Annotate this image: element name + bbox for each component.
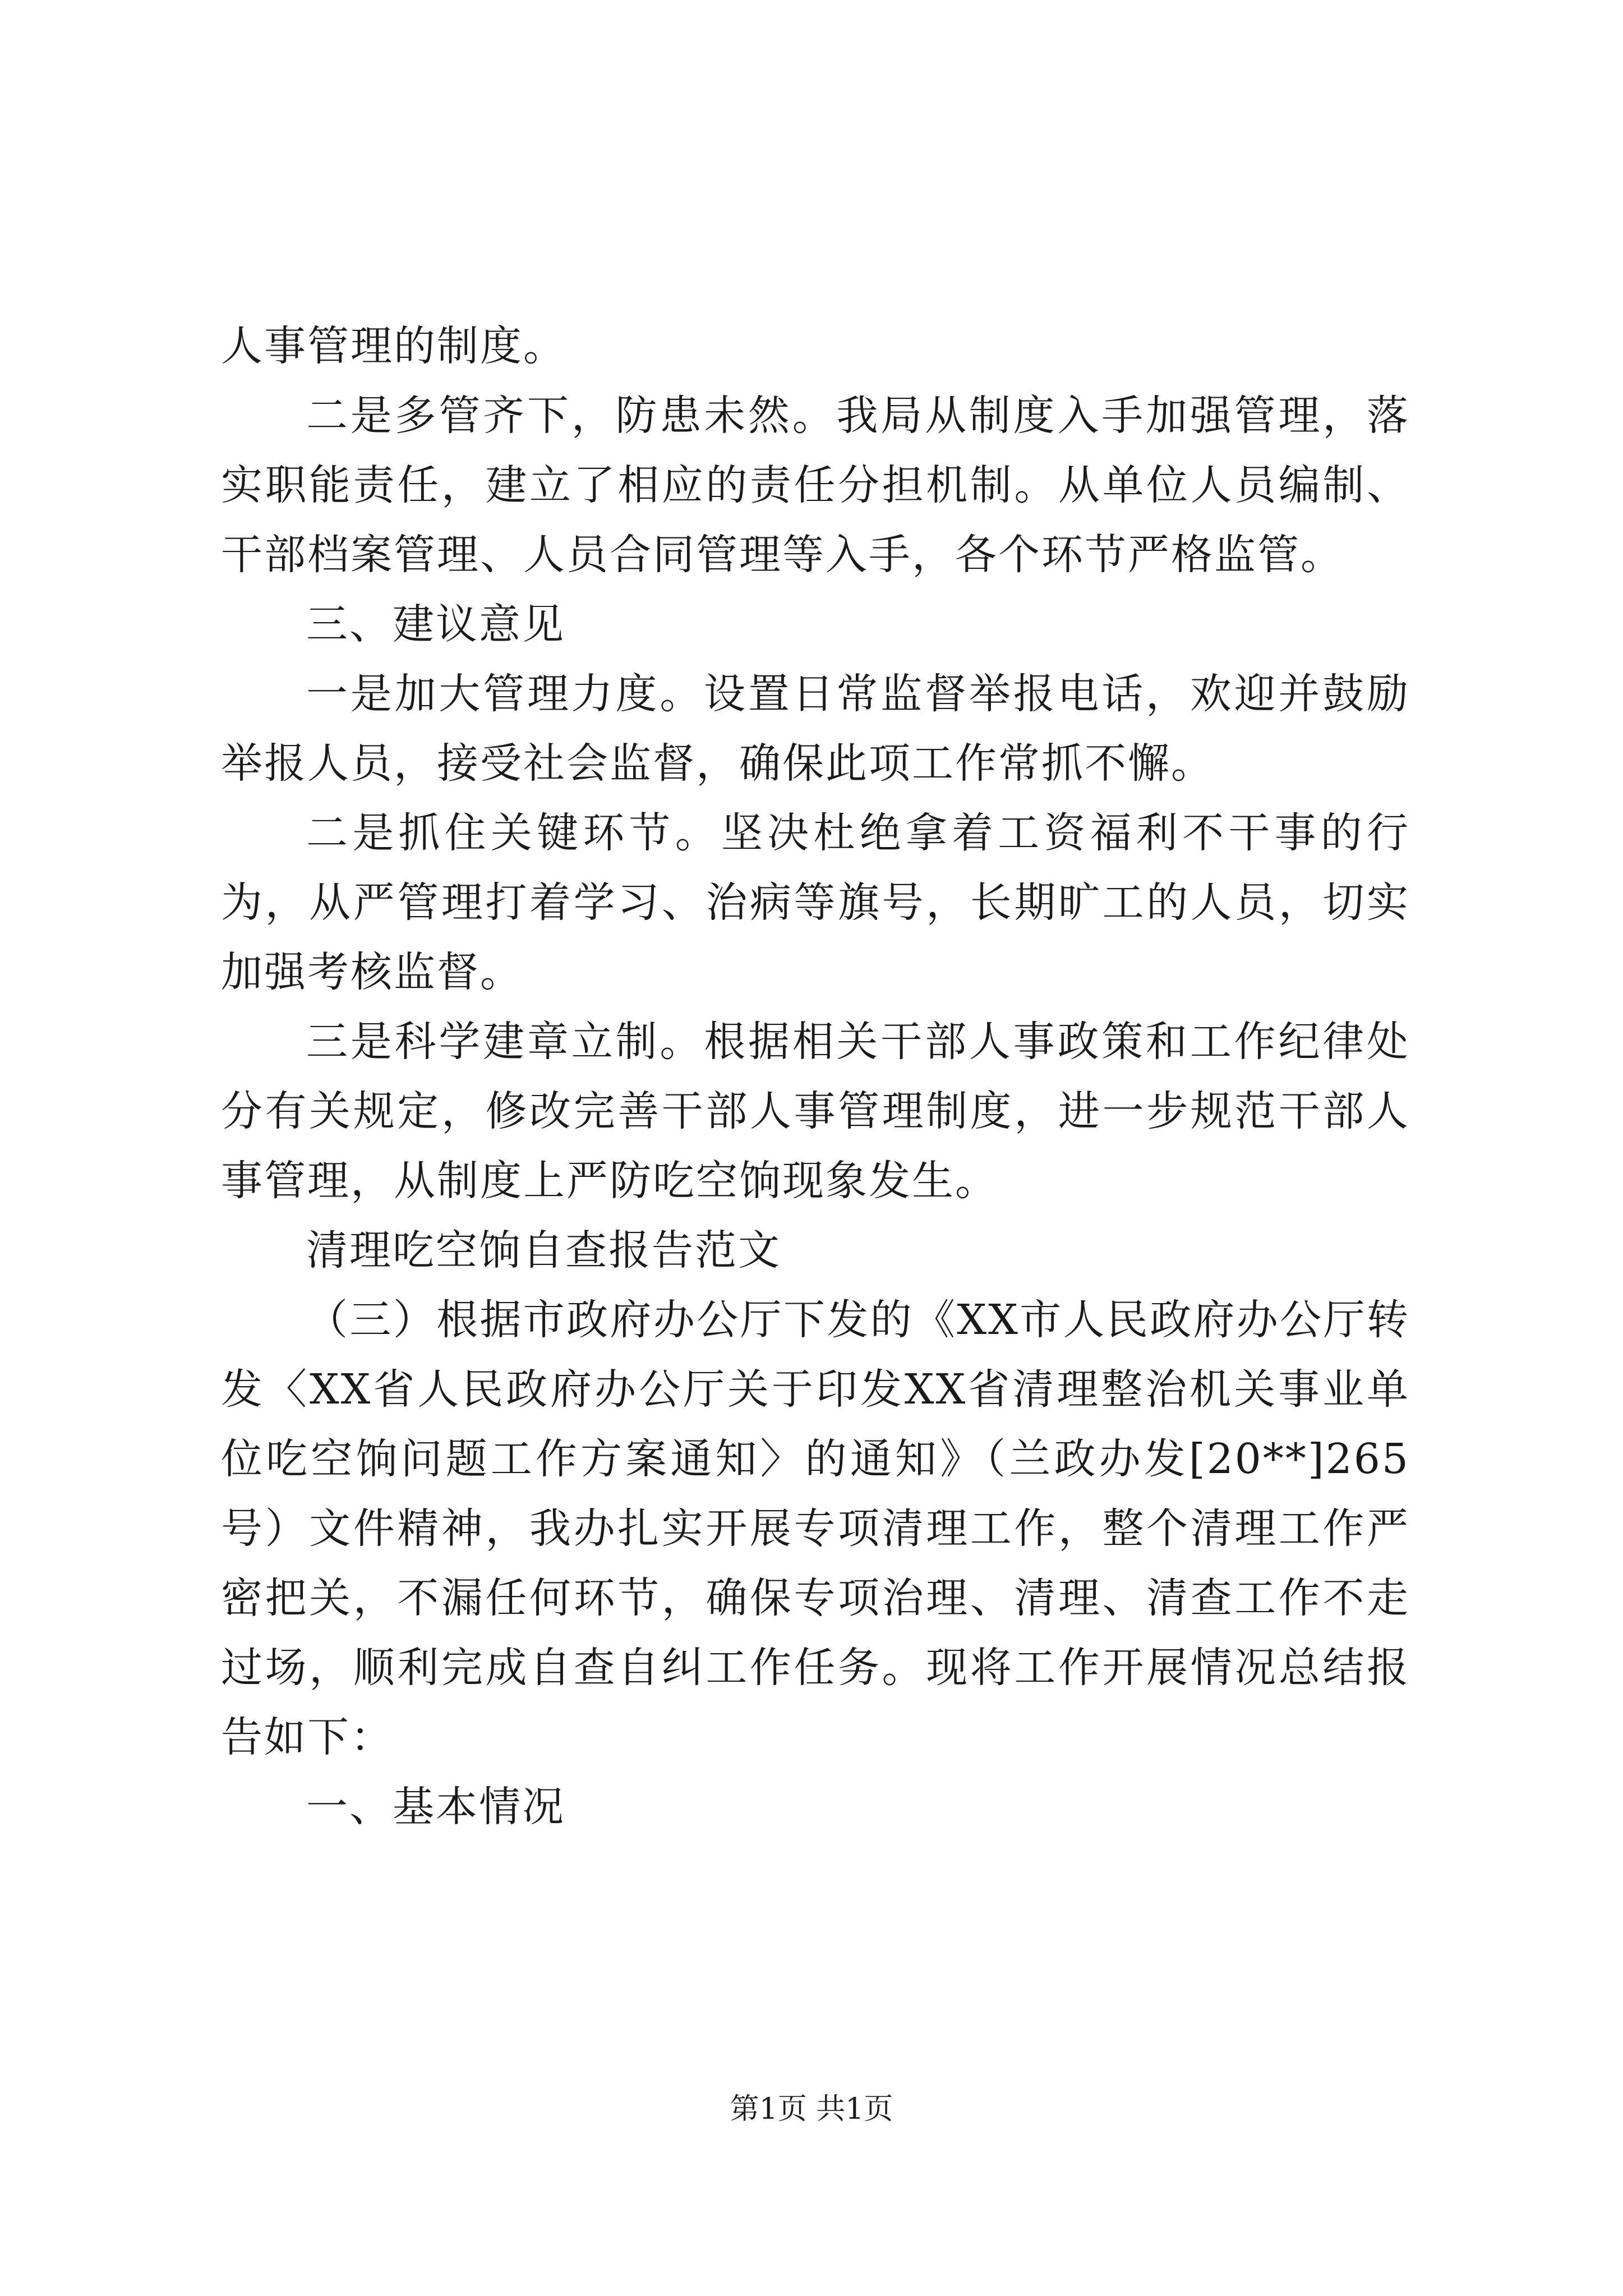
paragraph-1: 人事管理的制度。 [221, 322, 566, 370]
section-heading-basic: 一、基本情况 [306, 1783, 565, 1831]
document-body [221, 311, 1410, 1842]
section-heading-suggestions: 三、建议意见 [306, 600, 565, 648]
paragraph-2: 二是多管齐下，防患未然。我局从制度入手加强管理，落实职能责任，建立了相应的责任分担机制。从单位人员编制、干部档案管理、人员合同管理等入手，各个环节严格监管。 [221, 392, 1410, 579]
paragraph-8: （三）根据市政府办公厅下发的《XX市人民政府办公厅转发〈XX省人民政府办公厅关于印发XX省清理整治机关事业单位吃空饷问题工作方案通知〉的通知》（兰政办发[20**]265号）文件精神，我办扎实开展专项清理工作，整个清理工作严密把关，不漏任何环节，确保专项治理、清理、清查工作不走过场，顺利完成自查自纠工作任务。现将工作开展情况总结报告如下： [221, 1296, 1410, 1761]
article-title: 清理吃空饷自查报告范文 [306, 1226, 781, 1274]
paragraph-6: 三是科学建章立制。根据相关干部人事政策和工作纪律处分有关规定，修改完善干部人事管理制度，进一步规范干部人事管理，从制度上严防吃空饷现象发生。 [221, 1018, 1410, 1205]
paragraph-5: 二是抓住关键环节。坚决杜绝拿着工资福利不干事的行为，从严管理打着学习、治病等旗号，长期旷工的人员，切实加强考核监督。 [221, 809, 1410, 996]
page-number-footer: 第1页 共1页 [730, 2092, 893, 2126]
paragraph-4: 一是加大管理力度。设置日常监督举报电话，欢迎并鼓励举报人员，接受社会监督，确保此项工作常抓不懈。 [221, 670, 1410, 788]
